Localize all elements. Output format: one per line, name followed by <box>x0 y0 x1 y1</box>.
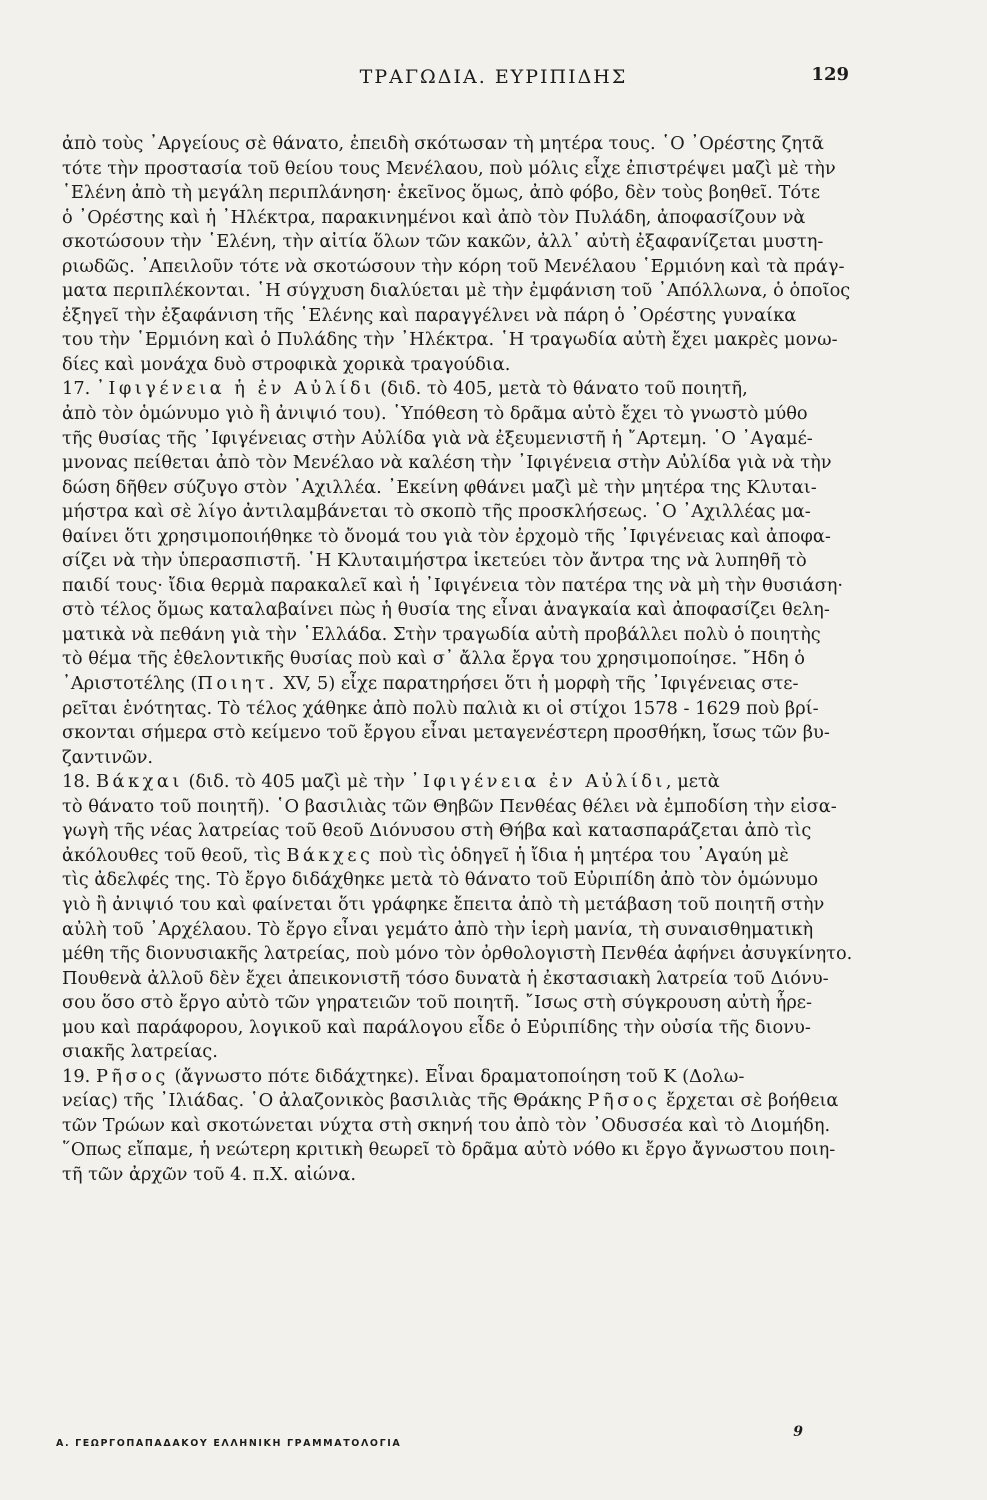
line-text: 18. <box>62 771 96 793</box>
text-line <box>62 844 852 869</box>
line-text: μου καὶ παράφορου, λογικοῦ καὶ παράλογου εἶδε ὁ Εὐριπίδης τὴν οὐσία τῆς διονυ- <box>62 1016 811 1038</box>
line-text: γωγὴ τῆς νέας λατρείας τοῦ θεοῦ Διόνυσου στὴ Θήβα καὶ κατασπαράζεται ἀπὸ τὶς <box>62 820 812 842</box>
spaced-title: ᾿Ιφιγένεια ἡ ἐν Αὐλίδι <box>95 378 375 400</box>
text-line <box>62 451 852 476</box>
text-line <box>62 304 852 329</box>
line-text: τότε τὴν προστασία τοῦ θείου τους Μενέλαου, ποὺ μόλις εἶχε ἐπιστρέψει μαζὶ μὲ τὴν <box>62 157 836 179</box>
text-line <box>62 549 852 574</box>
line-text: (διδ. τὸ 405 μαζὶ μὲ τὴν <box>182 771 411 793</box>
line-text: τὸ θάνατο τοῦ ποιητῆ). ῾Ο βασιλιὰς τῶν Θηβῶν Πενθέας θέλει νὰ ἐμποδίση τὴν εἰσα- <box>62 795 837 817</box>
text-line <box>62 697 852 722</box>
line-text: στὸ τέλος ὅμως καταλαβαίνει πὼς ἡ θυσία της εἶναι ἀναγκαία καὶ ἀποφασίζει θελη- <box>62 599 830 621</box>
line-text: σκονται σήμερα στὸ κείμενο τοῦ ἔργου εἶναι μεταγενέστερη προσθήκη, ἴσως τῶν βυ- <box>62 722 830 744</box>
text-line <box>62 157 852 182</box>
line-text: ριωδῶς. ᾿Απειλοῦν τότε νὰ σκοτώσουν τὴν κόρη τοῦ Μενέλαου ῾Ερμιόνη καὶ τὰ πράγ- <box>62 255 845 277</box>
text-line <box>62 746 852 771</box>
line-text: μνονας πείθεται ἀπὸ τὸν Μενέλαο νὰ καλέση τὴν ᾿Ιφιγένεια στὴν Αὐλίδα γιὰ νὰ τὴν <box>62 452 832 474</box>
line-text: σου ὅσο στὸ ἔργο αὐτὸ τῶν γηρατειῶν τοῦ ποιητῆ. ῎Ισως στὴ σύγκρουση αὐτὴ ἦρε- <box>62 992 812 1014</box>
text-line <box>62 647 852 672</box>
spaced-title: Ρῆσος <box>587 1090 661 1112</box>
line-text: ῾Ελένη ἀπὸ τὴ μεγάλη περιπλάνηση· ἐκεῖνος ὅμως, ἀπὸ φόβο, δὲν τοὺς βοηθεῖ. Τότε <box>62 182 821 204</box>
line-text: ᾿Αριστοτέλης ( <box>62 673 198 695</box>
line-text: μέθη τῆς διονυσιακῆς λατρείας, ποὺ μόνο τὸν ὀρθολογιστὴ Πενθέα ἀφήνει ἀσυγκίνητο. <box>62 943 853 965</box>
line-text: αὐλὴ τοῦ ᾿Αρχέλαου. Τὸ ἔργο εἶναι γεμάτο ἀπὸ τὴν ἱερὴ μανία, τὴ συναισθηματικὴ <box>62 918 814 940</box>
line-text: δώση δῆθεν σύζυγο στὸν ᾿Αχιλλέα. ᾿Εκείνη φθάνει μαζὶ μὲ τὴν μητέρα της Κλυται- <box>62 476 817 498</box>
text-line <box>62 819 852 844</box>
text-line <box>62 1114 852 1139</box>
spaced-title: ᾿Ιφιγένεια ἐν Αὐλίδι <box>410 771 666 793</box>
line-text: σιακῆς λατρείας. <box>62 1041 218 1063</box>
text-line <box>62 967 852 992</box>
text-line <box>62 672 852 697</box>
text-line <box>62 181 852 206</box>
text-line <box>62 279 852 304</box>
line-text: ματα περιπλέκονται. ῾Η σύγχυση διαλύεται μὲ τὴν ἐμφάνιση τοῦ ᾿Απόλλωνα, ὁ ὁποῖος <box>62 280 851 302</box>
text-line <box>62 377 852 402</box>
line-text: γιὸ ἢ ἀνιψιό του καὶ φαίνεται ὅτι γράφηκε ἔπειτα ἀπὸ τὴ μετάβαση τοῦ ποιητῆ στὴν <box>62 893 825 915</box>
text-line <box>62 795 852 820</box>
text-line <box>62 500 852 525</box>
line-text: (διδ. τὸ 405, μετὰ τὸ θάνατο τοῦ ποιητῆ, <box>374 378 748 400</box>
text-line <box>62 1016 852 1041</box>
spaced-title: Βάκχαι <box>95 771 183 793</box>
text-line <box>62 1089 852 1114</box>
text-line <box>62 574 852 599</box>
line-text: ἀπὸ τοὺς ᾿Αργείους σὲ θάνατο, ἐπειδὴ σκότωσαν τὴ μητέρα τους. ῾Ο ᾿Ορέστης ζητᾶ <box>62 133 824 154</box>
text-line <box>62 132 852 157</box>
text-line <box>62 991 852 1016</box>
line-text: τὸ θέμα τῆς ἐθελοντικῆς θυσίας ποὺ καὶ σ᾿ ἄλλα ἔργα του χρησιμοποίησε. ῎Ηδη ὁ <box>62 648 805 670</box>
text-line <box>62 1065 852 1090</box>
line-text: ἐξηγεῖ τὴν ἐξαφάνιση τῆς ῾Ελένης καὶ παραγγέλνει νὰ πάρη ὁ ᾿Ορέστης γυναίκα <box>62 304 797 326</box>
line-text: σκοτώσουν τὴν ῾Ελένη, τὴν αἰτία ὅλων τῶν κακῶν, ἀλλ᾿ αὐτὴ ἐξαφανίζεται μυστη- <box>62 231 824 253</box>
text-line <box>62 893 852 918</box>
text-line <box>62 918 852 943</box>
line-text: Πουθενὰ ἀλλοῦ δὲν ἔχει ἀπεικονιστῆ τόσο δυνατὰ ἡ ἐκστασιακὴ λατρεία τοῦ Διόνυ- <box>62 967 829 989</box>
line-text: τὶς ἀδελφές της. Τὸ ἔργο διδάχθηκε μετὰ τὸ θάνατο τοῦ Εὐριπίδη ἀπὸ τὸν ὁμώνυμο <box>62 869 819 891</box>
line-text: ἀπὸ τὸν ὁμώνυμο γιὸ ἢ ἀνιψιό του). ῾Υπόθεση τὸ δρᾶμα αὐτὸ ἔχει τὸ γνωστὸ μύθο <box>62 403 808 425</box>
text-line <box>62 328 852 353</box>
line-text: ῞Οπως εἴπαμε, ἡ νεώτερη κριτικὴ θεωρεῖ τὸ δρᾶμα αὐτὸ νόθο κι ἔργο ἄγνωστου ποιη- <box>62 1139 836 1161</box>
spaced-title: Ρῆσος <box>95 1065 169 1087</box>
text-line <box>62 476 852 501</box>
line-text: ρεῖται ἑνότητας. Τὸ τέλος χάθηκε ἀπὸ πολὺ παλιὰ κι οἱ στίχοι 1578 - 1629 ποὺ βρί- <box>62 697 819 719</box>
text-line <box>62 427 852 452</box>
line-text: XV, 5) εἶχε παρατηρήσει ὅτι ἡ μορφὴ τῆς ᾿Ιφιγένειας στε- <box>277 673 799 695</box>
line-text: νείας) τῆς ᾿Ιλιάδας. ῾Ο ἀλαζονικὸς βασιλιὰς τῆς Θράκης <box>62 1090 588 1112</box>
text-line <box>62 525 852 550</box>
text-line <box>62 721 852 746</box>
line-text: ματικὰ νὰ πεθάνη γιὰ τὴν ῾Ελλάδα. Στὴν τραγωδία αὐτὴ προβάλλει πολὺ ὁ ποιητὴς <box>62 623 821 645</box>
body-text <box>62 132 852 1188</box>
line-text: τῆ τῶν ἀρχῶν τοῦ 4. π.Χ. αἰώνα. <box>62 1163 357 1185</box>
line-text: ὁ ᾿Ορέστης καὶ ἡ ᾿Ηλέκτρα, παρακινημένοι καὶ ἀπὸ τὸν Πυλάδη, ἀποφασίζουν νὰ <box>62 206 806 228</box>
line-text: δίες καὶ μονάχα δυὸ στροφικὰ χορικὰ τραγούδια. <box>62 353 511 375</box>
line-text: ἀκόλουθες τοῦ θεοῦ, τὶς <box>62 844 287 866</box>
line-text: του τὴν ῾Ερμιόνη καὶ ὁ Πυλάδης τὴν ᾿Ηλέκτρα. ῾Η τραγωδία αὐτὴ ἔχει μακρὲς μονω- <box>62 329 838 351</box>
text-line <box>62 230 852 255</box>
text-line <box>62 770 852 795</box>
text-line <box>62 598 852 623</box>
spaced-title: Βάκχες <box>286 844 374 866</box>
text-line <box>62 353 852 378</box>
line-text: ἔρχεται σὲ βοήθεια <box>660 1090 839 1112</box>
page-number: 129 <box>811 64 849 85</box>
line-text: παιδί τους· ἴδια θερμὰ παρακαλεῖ καὶ ἡ ᾿Ιφιγένεια τὸν πατέρα της νὰ μὴ τὴν θυσιάση· <box>62 574 844 596</box>
line-text: θαίνει ὅτι χρησιμοποιήθηκε τὸ ὄνομά του γιὰ τὸν ἐρχομὸ τῆς ᾿Ιφιγένειας καὶ ἀποφα- <box>62 525 831 547</box>
text-line <box>62 255 852 280</box>
line-text: , μετὰ <box>665 771 720 793</box>
text-line <box>62 1040 852 1065</box>
line-text: μήστρα καὶ σὲ λίγο ἀντιλαμβάνεται τὸ σκοπὸ τῆς προσκλήσεως. ῾Ο ᾿Αχιλλέας μα- <box>62 501 811 523</box>
line-text: 19. <box>62 1065 96 1087</box>
line-text: σίζει νὰ τὴν ὑπερασπιστῆ. ῾Η Κλυταιμήστρα ἱκετεύει τὸν ἄντρα της νὰ λυπηθῆ τὸ <box>62 550 807 572</box>
publisher-footer: Α. ΓΕΩΡΓΟΠΑΠΑΔΑΚΟΥ ΕΛΛΗΝΙΚΗ ΓΡΑΜΜΑΤΟΛΟΓΙΑ <box>56 1438 402 1449</box>
line-text: 17. <box>62 378 96 400</box>
text-line <box>62 868 852 893</box>
line-text: ζαντινῶν. <box>62 746 154 768</box>
text-line <box>62 1163 852 1188</box>
line-text: ποὺ τὶς ὁδηγεῖ ἡ ἴδια ἡ μητέρα του ᾿Αγαύη μὲ <box>373 844 789 866</box>
text-line <box>62 623 852 648</box>
line-text: (ἄγνωστο πότε διδάχτηκε). Εἶναι δραματοποίηση τοῦ Κ (Δολω- <box>168 1065 745 1087</box>
text-line <box>62 206 852 231</box>
text-line <box>62 942 853 967</box>
signature-mark: 9 <box>793 1424 803 1440</box>
line-text: τῶν Τρώων καὶ σκοτώνεται νύχτα στὴ σκηνή του ἀπὸ τὸν ᾿Οδυσσέα καὶ τὸ Διομήδη. <box>62 1114 831 1136</box>
line-text: τῆς θυσίας τῆς ᾿Ιφιγένειας στὴν Αὐλίδα γιὰ νὰ ἐξευμενιστῆ ἡ ῎Αρτεμη. ῾Ο ᾿Αγαμέ- <box>62 427 813 449</box>
running-title: ΤΡΑΓΩΔΙΑ. ΕΥΡΙΠΙΔΗΣ <box>359 66 628 88</box>
text-line <box>62 402 852 427</box>
spaced-title: Ποιητ. <box>197 673 278 695</box>
text-line <box>62 1138 852 1163</box>
